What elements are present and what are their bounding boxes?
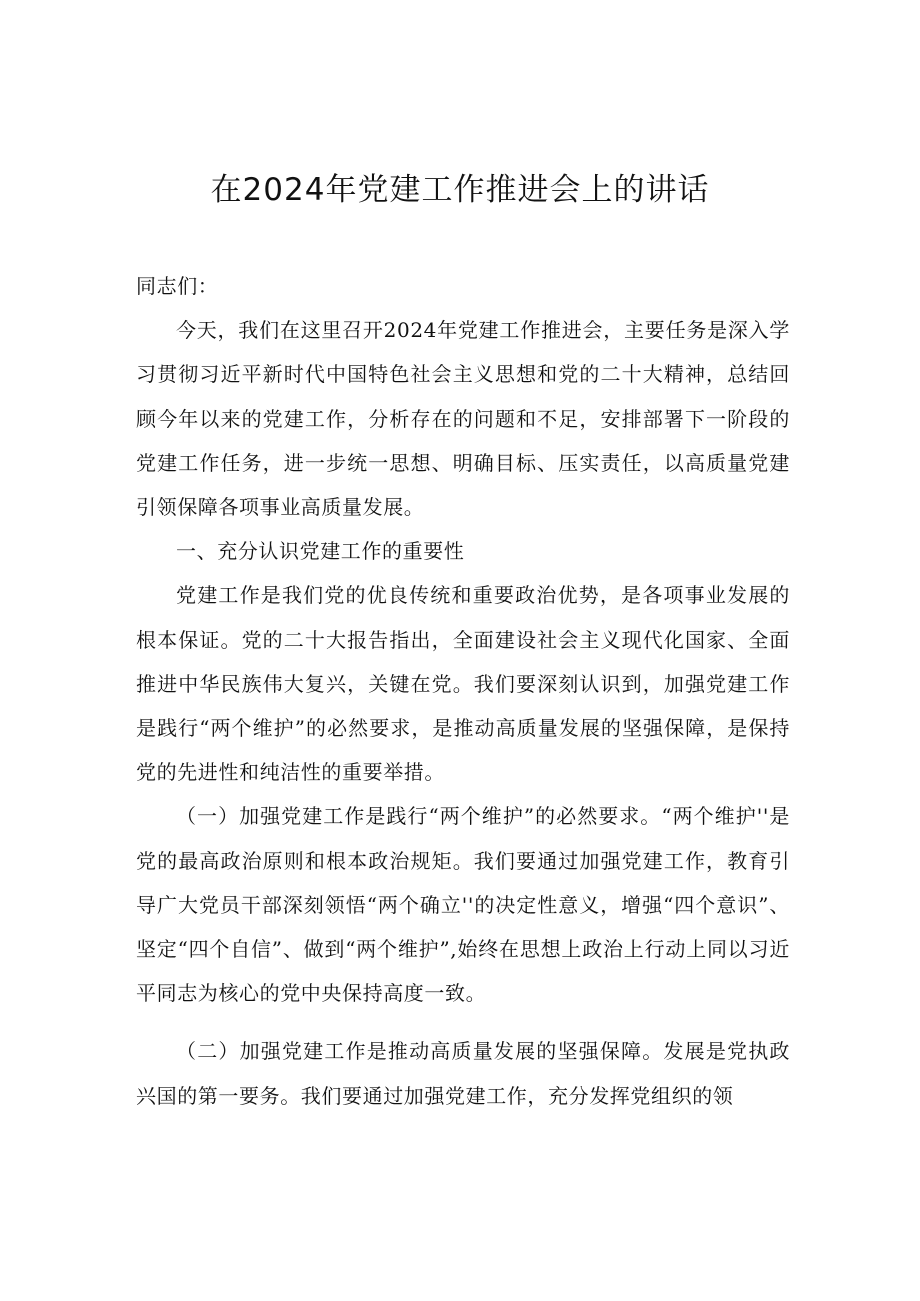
subsection-paragraph-1: （一）加强党建工作是践行“两个维护”的必然要求。“两个维护''是党的最高政治原则和根本政治规矩。我们要通过加强党建工作，教育引导广大党员干部深刻领悟“两个确立''的决定性意义，增强“四个意识”、坚定“四个自信”、做到“两个维护”,始终在思想上政治上行动上同以习近平同志为核心的党中央保持高度一致。 — [136, 804, 790, 1006]
salutation: 同志们： — [136, 274, 219, 298]
body-paragraph: 党建工作是我们党的优良传统和重要政治优势，是各项事业发展的根本保证。党的二十大报告指出，全面建设社会主义现代化国家、全面推进中华民族伟大复兴，关键在党。我们要深刻认识到，加强党建工作是践行“两个维护”的必然要求，是推动高质量发展的坚强保障，是保持党的先进性和纯洁性的重要举措。 — [136, 583, 790, 785]
section-heading: 一、充分认识党建工作的重要性 — [176, 539, 465, 564]
opening-paragraph: 今天，我们在这里召开2024年党建工作推进会，主要任务是深入学习贯彻习近平新时代中国特色社会主义思想和党的二十大精神，总结回顾今年以来的党建工作，分析存在的问题和不足，安排部署下一阶段的党建工作任务，进一步统一思想、明确目标、压实责任，以高质量党建引领保障各项事业高质量发展。 — [136, 318, 790, 520]
subsection-paragraph-2: （二）加强党建工作是推动高质量发展的坚强保障。发展是党执政兴国的第一要务。我们要通过加强党建工作，充分发挥党组织的领 — [136, 1039, 790, 1108]
document-body — [136, 264, 790, 1118]
document-title: 在2024年党建工作推进会上的讲话 — [210, 172, 710, 208]
